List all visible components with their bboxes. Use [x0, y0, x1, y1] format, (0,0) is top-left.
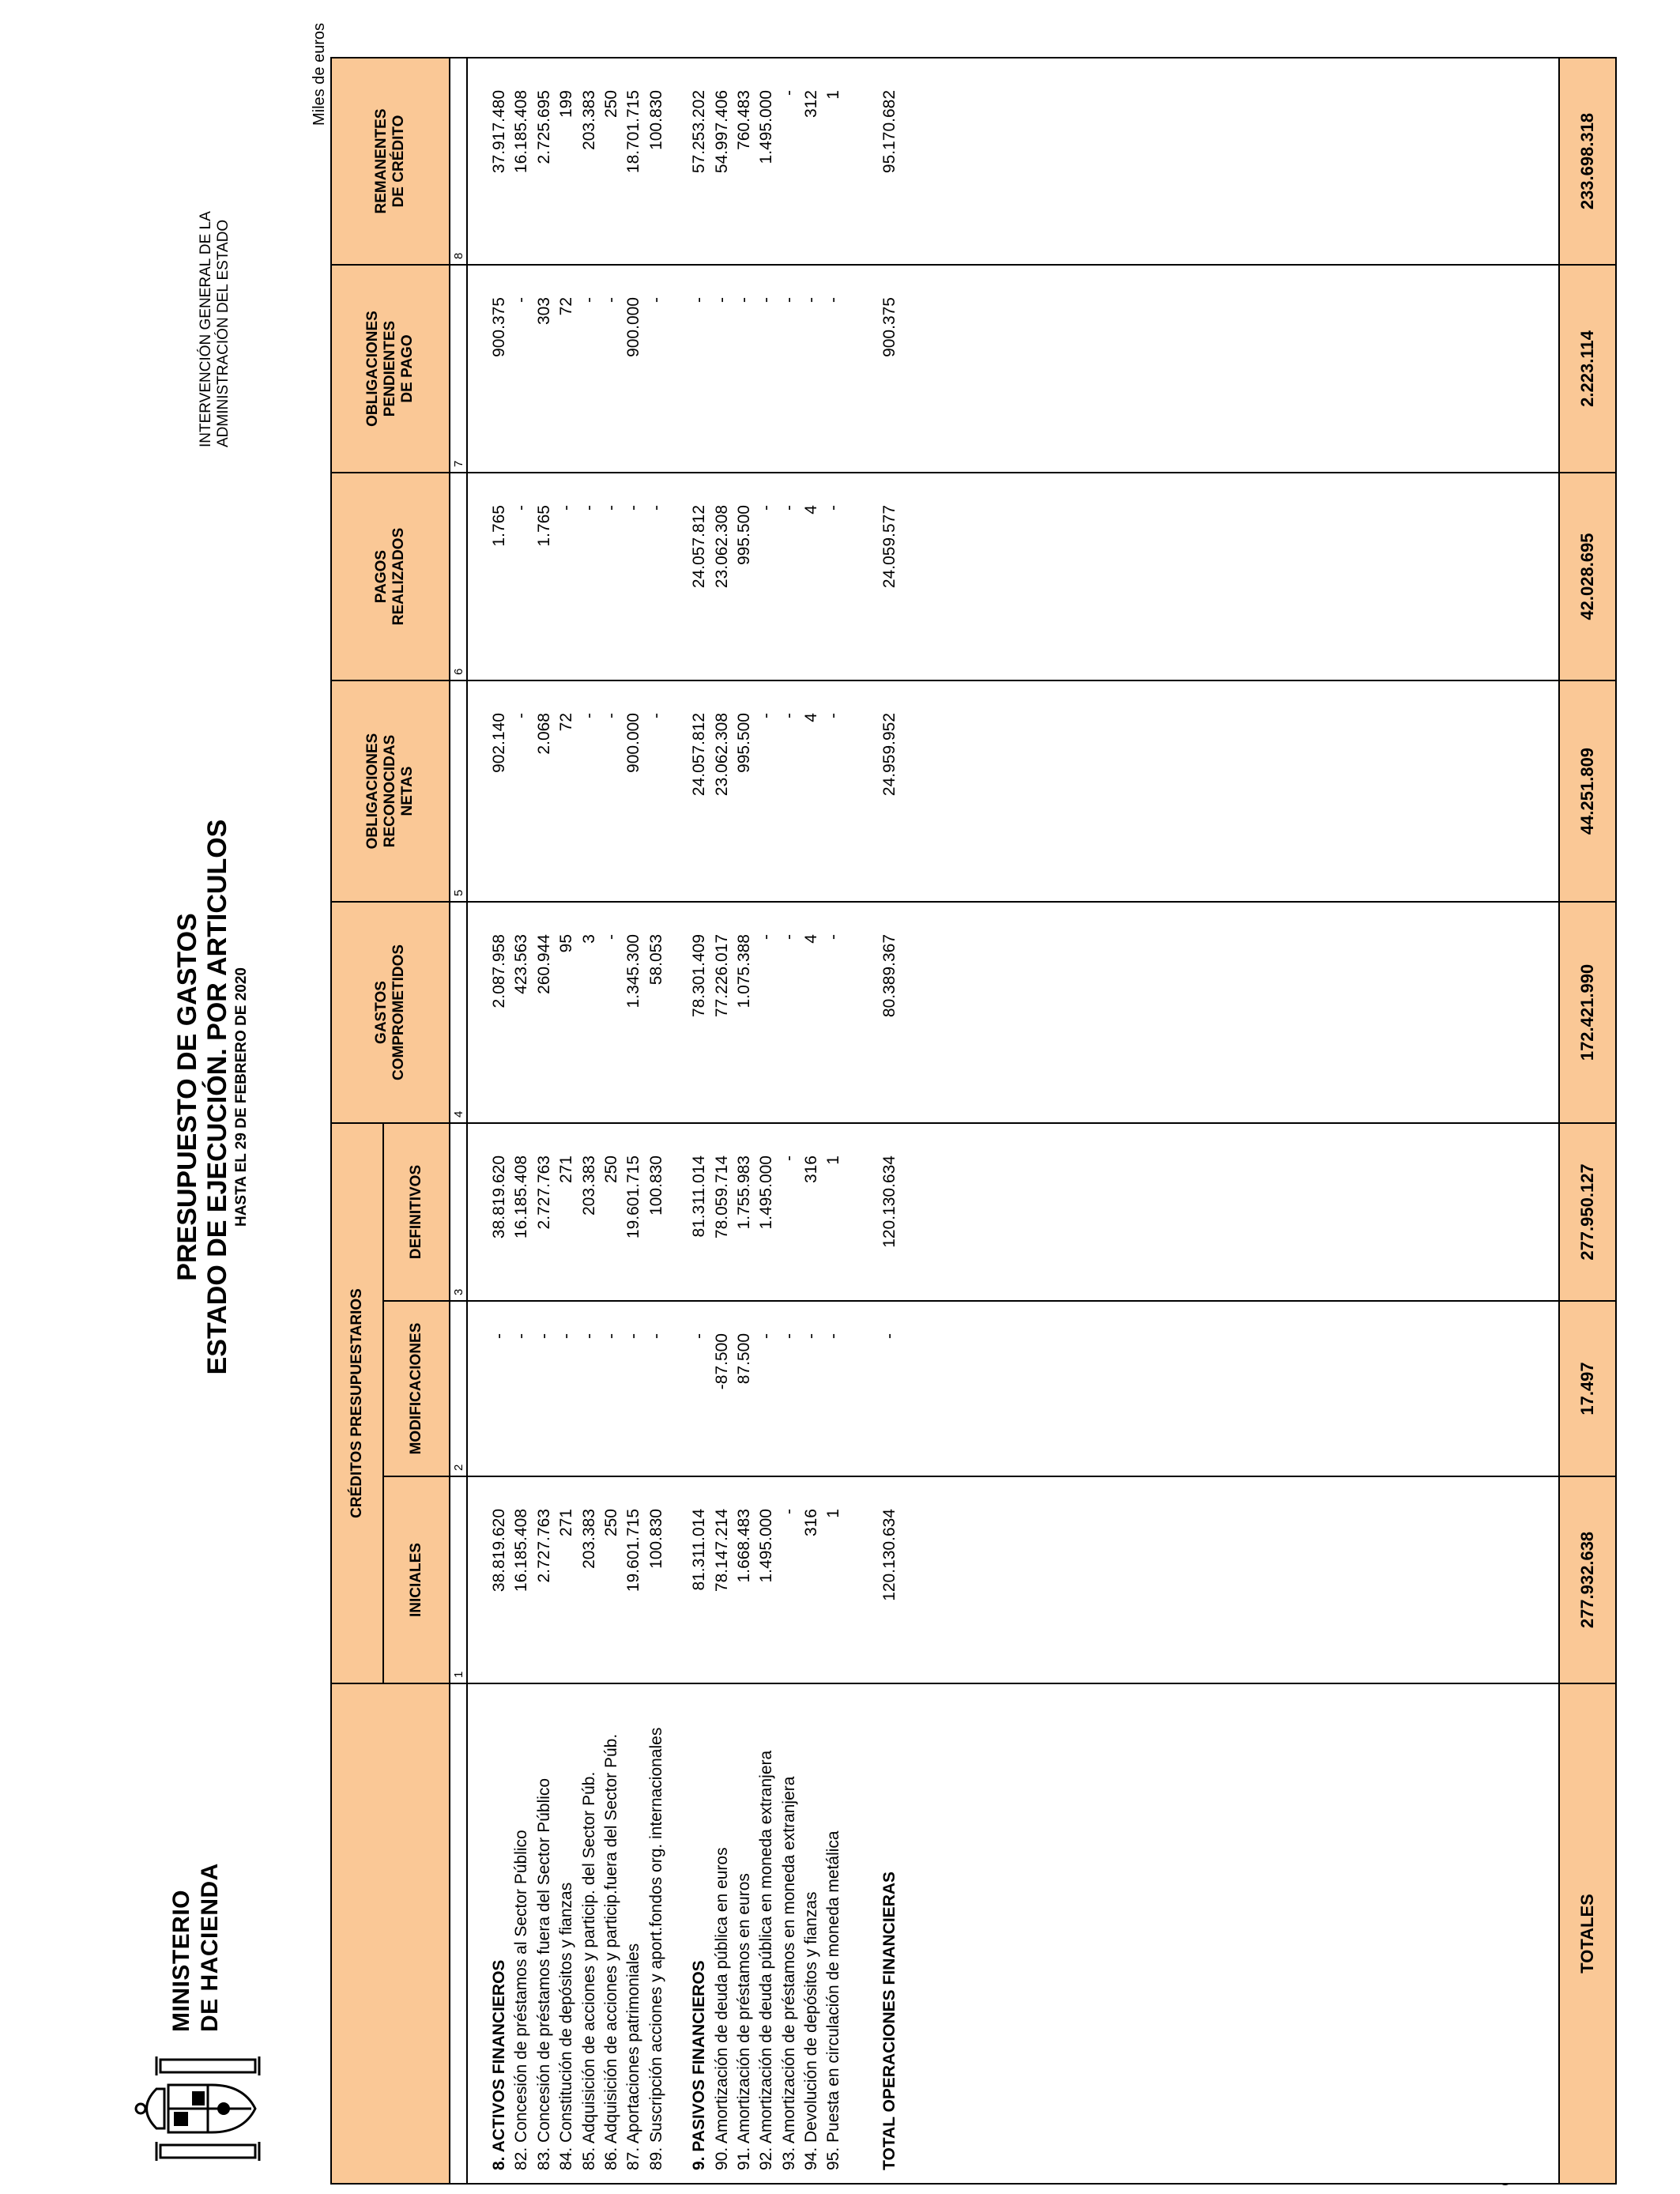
row-label: 82. Concesión de préstamos al Sector Público [512, 1830, 531, 2170]
total-remanentes: 233.698.318 [1559, 58, 1616, 265]
pendientes-column [467, 265, 1559, 473]
row-value-c5: 72 [557, 713, 576, 732]
row-value-c7: - [779, 297, 798, 303]
row-value-c8: 57.253.202 [690, 90, 709, 174]
row-value-c7: - [757, 297, 776, 303]
title-line-1: PRESUPUESTO DE GASTOS [172, 913, 202, 1281]
row-value-c2: - [512, 1333, 531, 1339]
row-gap [468, 473, 488, 680]
row-label: 95. Puesta en circulación de moneda metálica [824, 1830, 843, 2170]
row-value-c3: 271 [557, 1155, 576, 1184]
row-value-c1: 81.311.014 [690, 1509, 709, 1591]
modificaciones-header: MODIFICACIONES [383, 1301, 450, 1476]
row-value-c7: 900.375 [880, 297, 898, 357]
row-label: 93. Amortización de préstamos en moneda extranjera [779, 1776, 798, 2170]
row-value-c1: 1.668.483 [734, 1509, 753, 1583]
row-label: 83. Concesión de préstamos fuera del Sector Público [534, 1777, 553, 2170]
row-value-c2: - [490, 1333, 508, 1339]
row-value-c2: - [757, 1333, 776, 1339]
row-value-c7: - [579, 297, 598, 303]
row-value-c5: - [601, 713, 620, 718]
row-label: 84. Constitución de depósitos y fianzas [557, 1882, 576, 2170]
row-gap [468, 681, 488, 901]
row-value-c3: 316 [802, 1155, 821, 1184]
table-body-row [467, 58, 1559, 2184]
row-value-c2: - [690, 1333, 709, 1339]
row-gap [468, 1302, 488, 1476]
row-gap [468, 58, 488, 264]
row-value-c1: 203.383 [579, 1509, 598, 1569]
row-value-c8: 95.170.682 [880, 90, 898, 174]
row-value-c1: 271 [557, 1509, 576, 1537]
total-gastos: 172.421.990 [1559, 902, 1616, 1123]
col-num-blank [450, 1683, 467, 2184]
title-date: HASTA EL 29 DE FEBRERO DE 2020 [233, 967, 250, 1227]
row-label: 87. Aportaciones patrimoniales [624, 1943, 643, 2170]
gastos-header-l2: COMPROMETIDOS [390, 944, 407, 1081]
row-value-c8: 37.917.480 [490, 90, 508, 174]
row-gap [846, 266, 879, 472]
row-value-c6: 1.765 [490, 505, 508, 547]
row-gap [846, 58, 879, 264]
pagos-header-l1: PAGOS [373, 549, 390, 604]
row-value-c1: 2.727.763 [534, 1509, 553, 1583]
total-pagos: 42.028.695 [1559, 473, 1616, 680]
row-value-c5: 24.959.952 [880, 713, 898, 797]
row-value-c7: - [646, 297, 665, 303]
pend-header-l2: PENDIENTES [382, 320, 398, 417]
row-value-c2: -87.500 [712, 1333, 731, 1390]
row-value-c3: 1.755.983 [734, 1155, 753, 1230]
description-header [331, 1683, 450, 2184]
row-value-c5: 24.057.812 [690, 713, 709, 797]
row-value-c5: - [512, 713, 531, 718]
row-value-c3: 2.727.763 [534, 1155, 553, 1230]
row-value-c1: 316 [802, 1509, 821, 1537]
row-label: TOTAL OPERACIONES FINANCIERAS [880, 1871, 898, 2170]
row-gap [468, 903, 488, 1122]
oblig-header-l2: RECONOCIDAS [382, 734, 398, 848]
row-value-c4: 77.226.017 [712, 934, 731, 1018]
row-value-c8: 250 [601, 90, 620, 119]
row-value-c3: 120.130.634 [880, 1155, 898, 1248]
row-value-c4: - [779, 934, 798, 940]
col-num-2: 2 [450, 1301, 467, 1476]
row-value-c3: 1 [824, 1155, 843, 1165]
row-value-c7: 900.000 [624, 297, 643, 357]
row-value-c4: 2.087.958 [490, 934, 508, 1008]
pagos-header [331, 473, 450, 680]
row-value-c6: - [579, 505, 598, 511]
row-gap [668, 1684, 688, 2183]
row-value-c7: - [802, 297, 821, 303]
row-gap [668, 58, 688, 264]
row-label: 89. Suscripción acciones y aport.fondos org. internacionales [646, 1727, 665, 2170]
totals-row [1559, 58, 1616, 2184]
row-label: 92. Amortización de deuda pública en moneda extranjera [757, 1750, 776, 2170]
row-value-c8: 760.483 [734, 90, 753, 150]
row-value-c3: 250 [601, 1155, 620, 1184]
oblig-header-l3: NETAS [399, 766, 416, 816]
row-value-c8: 203.383 [579, 90, 598, 150]
obligaciones-header [331, 680, 450, 902]
row-value-c7: 72 [557, 297, 576, 316]
row-gap [468, 1684, 488, 2183]
row-value-c5: - [579, 713, 598, 718]
row-value-c4: 1.075.388 [734, 934, 753, 1008]
gastos-header [331, 902, 450, 1123]
row-value-c4: - [824, 934, 843, 940]
row-label: 8. ACTIVOS FINANCIEROS [490, 1959, 508, 2170]
row-value-c7: - [824, 297, 843, 303]
row-value-c6: 24.059.577 [880, 505, 898, 589]
row-value-c8: 16.185.408 [512, 90, 531, 174]
row-value-c2: - [557, 1333, 576, 1339]
row-value-c4: 58.053 [646, 934, 665, 986]
row-value-c4: 78.301.409 [690, 934, 709, 1018]
row-value-c8: 54.997.406 [712, 90, 731, 174]
row-value-c2: - [880, 1333, 898, 1339]
row-value-c3: 1.495.000 [757, 1155, 776, 1230]
row-value-c3: 81.311.014 [690, 1155, 709, 1238]
row-value-c5: - [646, 713, 665, 718]
row-value-c8: 1 [824, 90, 843, 100]
row-label: 86. Adquisición de acciones y particip.fuera del Sector Púb. [601, 1733, 620, 2170]
row-value-c1: 78.147.214 [712, 1509, 731, 1593]
row-gap [468, 1124, 488, 1300]
row-value-c7: - [601, 297, 620, 303]
row-label: 85. Adquisición de acciones y particip. del Sector Púb. [579, 1771, 598, 2170]
row-gap [668, 681, 688, 901]
row-value-c4: 3 [579, 934, 598, 944]
row-value-c2: - [779, 1333, 798, 1339]
row-value-c3: 100.830 [646, 1155, 665, 1216]
row-value-c6: - [512, 505, 531, 511]
row-gap [668, 1302, 688, 1476]
row-gap [846, 1302, 879, 1476]
row-gap [846, 903, 879, 1122]
row-value-c6: 24.057.812 [690, 505, 709, 589]
row-value-c8: 1.495.000 [757, 90, 776, 164]
totals-label: TOTALES [1559, 1683, 1616, 2184]
col-num-6: 6 [450, 473, 467, 680]
row-value-c8: 199 [557, 90, 576, 119]
row-value-c1: - [779, 1509, 798, 1514]
row-value-c1: 38.819.620 [490, 1509, 508, 1593]
row-value-c7: - [734, 297, 753, 303]
pagos-column [467, 473, 1559, 680]
row-gap [668, 1124, 688, 1300]
pend-header-l3: DE PAGO [399, 334, 416, 403]
row-value-c1: 19.601.715 [624, 1509, 643, 1593]
row-value-c1: 16.185.408 [512, 1509, 531, 1593]
iniciales-column [467, 1476, 1559, 1683]
row-value-c6: 995.500 [734, 505, 753, 565]
row-gap [846, 1477, 879, 1683]
row-value-c3: - [779, 1155, 798, 1161]
row-value-c6: - [646, 505, 665, 511]
remanentes-header [331, 58, 450, 265]
row-gap [846, 681, 879, 901]
row-gap [468, 1477, 488, 1683]
row-value-c7: 900.375 [490, 297, 508, 357]
row-value-c6: - [824, 505, 843, 511]
total-modificaciones: 17.497 [1559, 1301, 1616, 1476]
row-value-c1: 1.495.000 [757, 1509, 776, 1583]
budget-table [330, 57, 1617, 2185]
col-num-4: 4 [450, 902, 467, 1123]
row-value-c8: 312 [802, 90, 821, 119]
row-value-c3: 16.185.408 [512, 1155, 531, 1239]
row-value-c6: 1.765 [534, 505, 553, 547]
total-iniciales: 277.932.638 [1559, 1476, 1616, 1683]
col-num-3: 3 [450, 1123, 467, 1301]
ministry-line-2: DE HACIENDA [197, 1863, 223, 2032]
modificaciones-column [467, 1301, 1559, 1476]
col-num-1: 1 [450, 1476, 467, 1683]
row-gap [846, 1124, 879, 1300]
row-value-c7: - [512, 297, 531, 303]
row-label: 91. Amortización de préstamos en euros [734, 1873, 753, 2170]
iniciales-header: INICIALES [383, 1476, 450, 1683]
row-value-c6: 4 [802, 505, 821, 515]
row-value-c5: 900.000 [624, 713, 643, 773]
header-row-1 [331, 58, 383, 2184]
col-num-7: 7 [450, 265, 467, 473]
row-value-c5: - [824, 713, 843, 718]
obligaciones-column [467, 680, 1559, 902]
row-value-c2: - [802, 1333, 821, 1339]
row-value-c7: - [690, 297, 709, 303]
row-gap [846, 1684, 879, 2183]
row-value-c5: 4 [802, 713, 821, 722]
row-value-c2: - [824, 1333, 843, 1339]
row-gap [468, 266, 488, 472]
ministry-line-1: MINISTERIO [168, 1889, 194, 2032]
igae-header [198, 211, 232, 447]
row-gap [668, 473, 688, 680]
igae-line-2: ADMINISTRACIÓN DEL ESTADO [215, 219, 232, 447]
row-value-c3: 203.383 [579, 1155, 598, 1216]
row-value-c6: - [779, 505, 798, 511]
row-value-c5: 902.140 [490, 713, 508, 773]
row-value-c1: 100.830 [646, 1509, 665, 1569]
row-value-c6: - [624, 505, 643, 511]
row-label: 90. Amortización de deuda pública en euros [712, 1847, 731, 2170]
row-value-c8: 100.830 [646, 90, 665, 150]
row-gap [668, 903, 688, 1122]
row-value-c1: 1 [824, 1509, 843, 1518]
row-value-c5: 23.062.308 [712, 713, 731, 797]
row-value-c2: - [601, 1333, 620, 1339]
definitivos-header: DEFINITIVOS [383, 1123, 450, 1301]
row-value-c5: - [779, 713, 798, 718]
row-value-c6: 23.062.308 [712, 505, 731, 589]
row-value-c4: 1.345.300 [624, 934, 643, 1008]
row-value-c8: 18.701.715 [624, 90, 643, 174]
row-value-c8: - [779, 90, 798, 96]
col-num-5: 5 [450, 680, 467, 902]
row-gap [846, 473, 879, 680]
row-value-c7: 303 [534, 297, 553, 326]
row-value-c2: - [624, 1333, 643, 1339]
row-value-c1: 250 [601, 1509, 620, 1537]
row-value-c2: - [579, 1333, 598, 1339]
row-value-c6: - [601, 505, 620, 511]
row-value-c3: 38.819.620 [490, 1155, 508, 1239]
gastos-header-l1: GASTOS [373, 981, 390, 1044]
row-value-c3: 19.601.715 [624, 1155, 643, 1239]
row-value-c6: - [557, 505, 576, 511]
row-value-c5: 2.068 [534, 713, 553, 755]
definitivos-column [467, 1123, 1559, 1301]
row-gap [668, 1477, 688, 1683]
oblig-header-l1: OBLIGACIONES [364, 733, 381, 850]
row-value-c5: - [757, 713, 776, 718]
row-label: 94. Devolución de depósitos y fianzas [802, 1891, 821, 2170]
units-label: Miles de euros [311, 22, 328, 126]
remanentes-column [467, 58, 1559, 265]
row-value-c4: 95 [557, 934, 576, 953]
row-value-c4: 80.389.367 [880, 934, 898, 1018]
column-number-row [450, 58, 467, 2184]
row-label: 9. PASIVOS FINANCIEROS [690, 1960, 709, 2170]
row-value-c2: - [646, 1333, 665, 1339]
col-num-8: 8 [450, 58, 467, 265]
row-value-c4: 4 [802, 934, 821, 944]
pend-header-l1: OBLIGACIONES [364, 311, 381, 427]
total-definitivos: 277.950.127 [1559, 1123, 1616, 1301]
rem-header-l1: REMANENTES [373, 108, 390, 214]
row-gap [668, 266, 688, 472]
pagos-header-l2: REALIZADOS [390, 527, 407, 626]
row-value-c7: - [712, 297, 731, 303]
title-line-2: ESTADO DE EJECUCIÓN. POR ARTICULOS [202, 819, 232, 1375]
row-value-c4: - [601, 934, 620, 940]
row-value-c3: 78.059.714 [712, 1155, 731, 1239]
row-value-c5: 995.500 [734, 713, 753, 773]
row-value-c1: 120.130.634 [880, 1509, 898, 1601]
total-pendientes: 2.223.114 [1559, 265, 1616, 473]
row-value-c4: 260.944 [534, 934, 553, 994]
row-value-c4: - [757, 934, 776, 940]
row-value-c6: - [757, 505, 776, 511]
row-value-c2: 87.500 [734, 1333, 753, 1385]
creditos-header: CRÉDITOS PRESUPUESTARIOS [331, 1123, 383, 1683]
igae-line-1: INTERVENCIÓN GENERAL DE LA [198, 211, 214, 447]
total-obligaciones: 44.251.809 [1559, 680, 1616, 902]
row-value-c2: - [534, 1333, 553, 1339]
row-value-c4: 423.563 [512, 934, 531, 994]
pendientes-header [331, 265, 450, 473]
row-value-c8: 2.725.695 [534, 90, 553, 164]
rem-header-l2: DE CRÉDITO [390, 115, 407, 208]
description-column [467, 1683, 1559, 2184]
gastos-column [467, 902, 1559, 1123]
